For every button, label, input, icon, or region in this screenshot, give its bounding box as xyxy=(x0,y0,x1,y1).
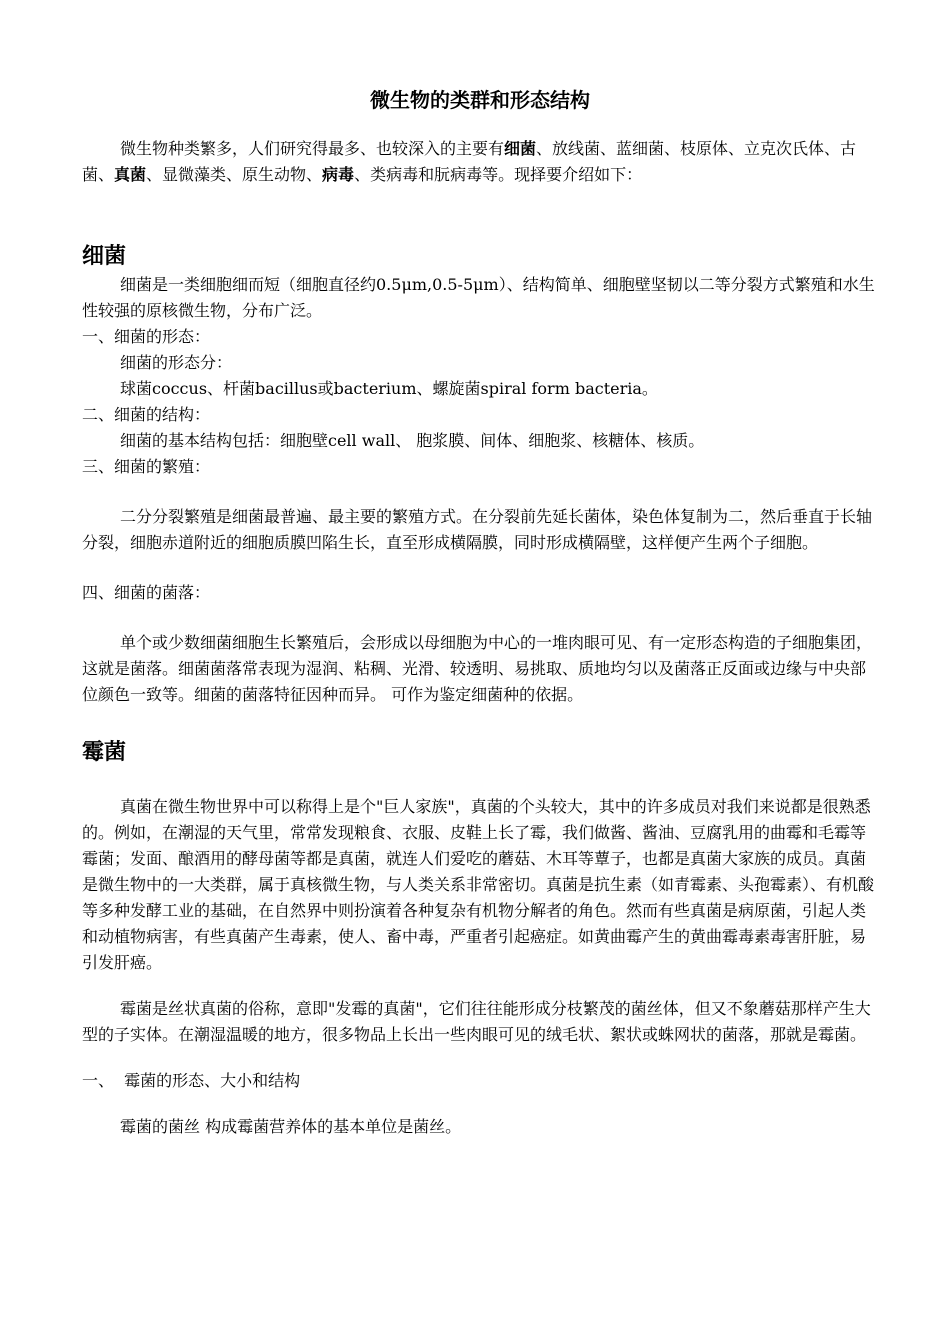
intro-paragraph xyxy=(82,136,878,188)
bacteria-morphology-line1: 细菌的形态分： xyxy=(120,353,233,372)
bacteria-structure-title: 二、细菌的结构： xyxy=(82,405,211,424)
mold-hypha-paragraph: 霉菌的菌丝 构成霉菌营养体的基本单位是菌丝。 xyxy=(120,1117,462,1136)
bacteria-definition: 细菌是一类细胞细而短（细胞直径约0.5μm,0.5-5μm）、结构简单、细胞壁坚韧以二等分裂方式繁殖和水生性较强的原核微生物，分布广泛。 xyxy=(82,275,875,320)
mold-fungi-paragraph: 真菌在微生物世界中可以称得上是个"巨人家族"，真菌的个头较大，其中的许多成员对我们来说都是很熟悉的。例如，在潮湿的天气里，常常发现粮食、衣服、皮鞋上长了霉，我们做酱、酱油、豆腐乳用的曲霉和毛霉等霉菌；发面、酿酒用的酵母菌等都是真菌，就连人们爱吃的蘑菇、木耳等蕈子，也都是真菌大家族的成员。真菌是微生物中的一大类群，属于真核微生物，与人类关系非常密切。真菌是抗生素（如青霉素、头孢霉素）、有机酸等多种发酵工业的基础，在自然界中则扮演着各种复杂有机物分解者的角色。然而有些真菌是病原菌，引起人类和动植物病害，有些真菌产生毒素，使人、畜中毒，严重者引起癌症。如黄曲霉产生的黄曲霉毒素毒害肝脏，易引发肝癌。 xyxy=(82,797,875,972)
section-heading-mold: 霉菌 xyxy=(82,740,127,765)
bacteria-morphology-line2: 球菌coccus、杆菌bacillus或bacterium、螺旋菌spiral form bacteria。 xyxy=(120,379,658,398)
bacteria-morphology-title: 一、细菌的形态： xyxy=(82,327,211,346)
mold-definition-paragraph: 霉菌是丝状真菌的俗称，意即"发霉的真菌"，它们往往能形成分枝繁茂的菌丝体，但又不象蘑菇那样产生大型的子实体。在潮湿温暖的地方，很多物品上长出一些肉眼可见的绒毛状、絮状或蛛网状的菌落，那就是霉菌。 xyxy=(82,999,871,1044)
intro-text-2: 、放线菌、蓝细菌、枝原体、立克次氏体、古菌、 xyxy=(82,139,857,184)
mold-structure-title: 一、 霉菌的形态、大小和结构 xyxy=(82,1071,301,1090)
document-page xyxy=(82,86,878,1140)
bacteria-colony-title: 四、细菌的菌落： xyxy=(82,583,211,602)
bacteria-reproduction-title: 三、细菌的繁殖： xyxy=(82,457,211,476)
bacteria-structure-line1: 细菌的基本结构包括：细胞壁cell wall、 胞浆膜、间体、细胞浆、核糖体、核质。 xyxy=(120,431,705,450)
bacteria-reproduction-paragraph: 二分分裂繁殖是细菌最普遍、最主要的繁殖方式。在分裂前先延长菌体，染色体复制为二，然后垂直于长轴分裂，细胞赤道附近的细胞质膜凹陷生长，直至形成横隔膜，同时形成横隔壁，这样便产生两个子细胞。 xyxy=(82,507,873,552)
keyword-virus: 病毒 xyxy=(322,165,355,184)
keyword-fungi: 真菌 xyxy=(114,165,147,184)
intro-text-4: 、类病毒和朊病毒等。现择要介绍如下： xyxy=(354,165,643,184)
document-title: 微生物的类群和形态结构 xyxy=(370,88,590,112)
section-heading-bacteria: 细菌 xyxy=(82,244,127,269)
intro-text-3: 、显微藻类、原生动物、 xyxy=(146,165,323,184)
intro-text-1: 微生物种类繁多，人们研究得最多、也较深入的主要有 xyxy=(120,139,505,158)
keyword-bacteria: 细菌 xyxy=(504,139,537,158)
bacteria-colony-paragraph: 单个或少数细菌细胞生长繁殖后，会形成以母细胞为中心的一堆肉眼可见、有一定形态构造的子细胞集团，这就是菌落。细菌菌落常表现为湿润、粘稠、光滑、较透明、易挑取、质地均匀以及菌落正反面或边缘与中央部位颜色一致等。细菌的菌落特征因种而异。 可作为鉴定细菌种的依据。 xyxy=(82,633,873,704)
